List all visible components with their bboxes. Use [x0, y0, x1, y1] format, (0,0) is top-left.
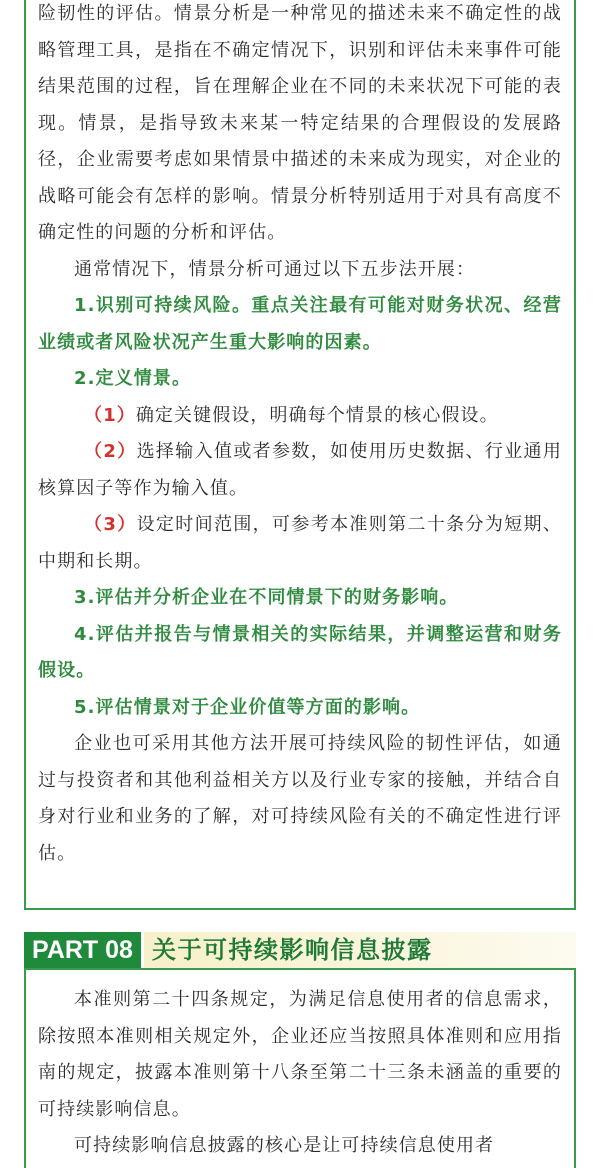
section-top-text	[38, 0, 562, 872]
sub-step-3-text: 设定时间范围，可参考本准则第二十条分为短期、中期和长期。	[38, 514, 562, 572]
sub-step-3	[38, 507, 562, 580]
part-08-header	[24, 932, 576, 968]
sub-step-1	[38, 398, 562, 435]
section-bottom-text	[38, 982, 562, 1165]
paragraph-article-24: 本准则第二十四条规定，为满足信息使用者的信息需求，除按照本准则相关规定外，企业还应当按照具体准则和应用指南的规定，披露本准则第十八条至第二十三条未涵盖的重要的可持续影响信息。	[38, 989, 562, 1120]
step-5: 5.评估情景对于企业价值等方面的影响。	[74, 696, 421, 718]
step-3: 3.评估并分析企业在不同情景下的财务影响。	[74, 587, 459, 608]
paragraph-five-steps-intro: 通常情况下，情景分析可通过以下五步法开展：	[74, 258, 476, 280]
paragraph-risk-resilience: 险韧性的评估。情景分析是一种常见的描述未来不确定性的战略管理工具，是指在不确定情况下，识别和评估未来事件可能结果范围的过程，旨在理解企业在不同的未来状况下可能的表现。情景，是指导致未来某一特定结果的合理假设的发展路径，企业需要考虑如果情景中描述的未来成为现实，对企业的战略可能会有怎样的影响。情景分析特别适用于对具有高度不确定性的问题的分析和评估。	[38, 3, 562, 243]
paragraph-other-methods: 企业也可采用其他方法开展可持续风险的韧性评估，如通过与投资者和其他利益相关方以及行业专家的接触，并结合自身对行业和业务的了解，对可持续风险有关的不确定性进行评估。	[38, 733, 562, 864]
sub-step-2-text: 选择输入值或者参数，如使用历史数据、行业通用核算因子等作为输入值。	[38, 441, 562, 499]
part-title: 关于可持续影响信息披露	[141, 932, 576, 968]
sub-step-1-marker: （1）	[84, 404, 136, 426]
sub-step-3-marker: （3）	[84, 514, 137, 535]
paragraph-impact-disclosure: 可持续影响信息披露的核心是让可持续信息使用者	[74, 1135, 495, 1156]
sub-step-2-marker: （2）	[84, 441, 137, 462]
sub-step-1-text: 确定关键假设，明确每个情景的核心假设。	[135, 404, 499, 426]
step-2: 2.定义情景。	[74, 368, 192, 389]
part-label: PART 08	[24, 932, 141, 968]
step-4: 4.评估并报告与情景相关的实际结果，并调整运营和财务假设。	[38, 623, 562, 681]
sub-step-2	[38, 434, 562, 507]
step-1: 1.识别可持续风险。重点关注最有可能对财务状况、经营业绩或者风险状况产生重大影响的因素。	[38, 295, 562, 353]
